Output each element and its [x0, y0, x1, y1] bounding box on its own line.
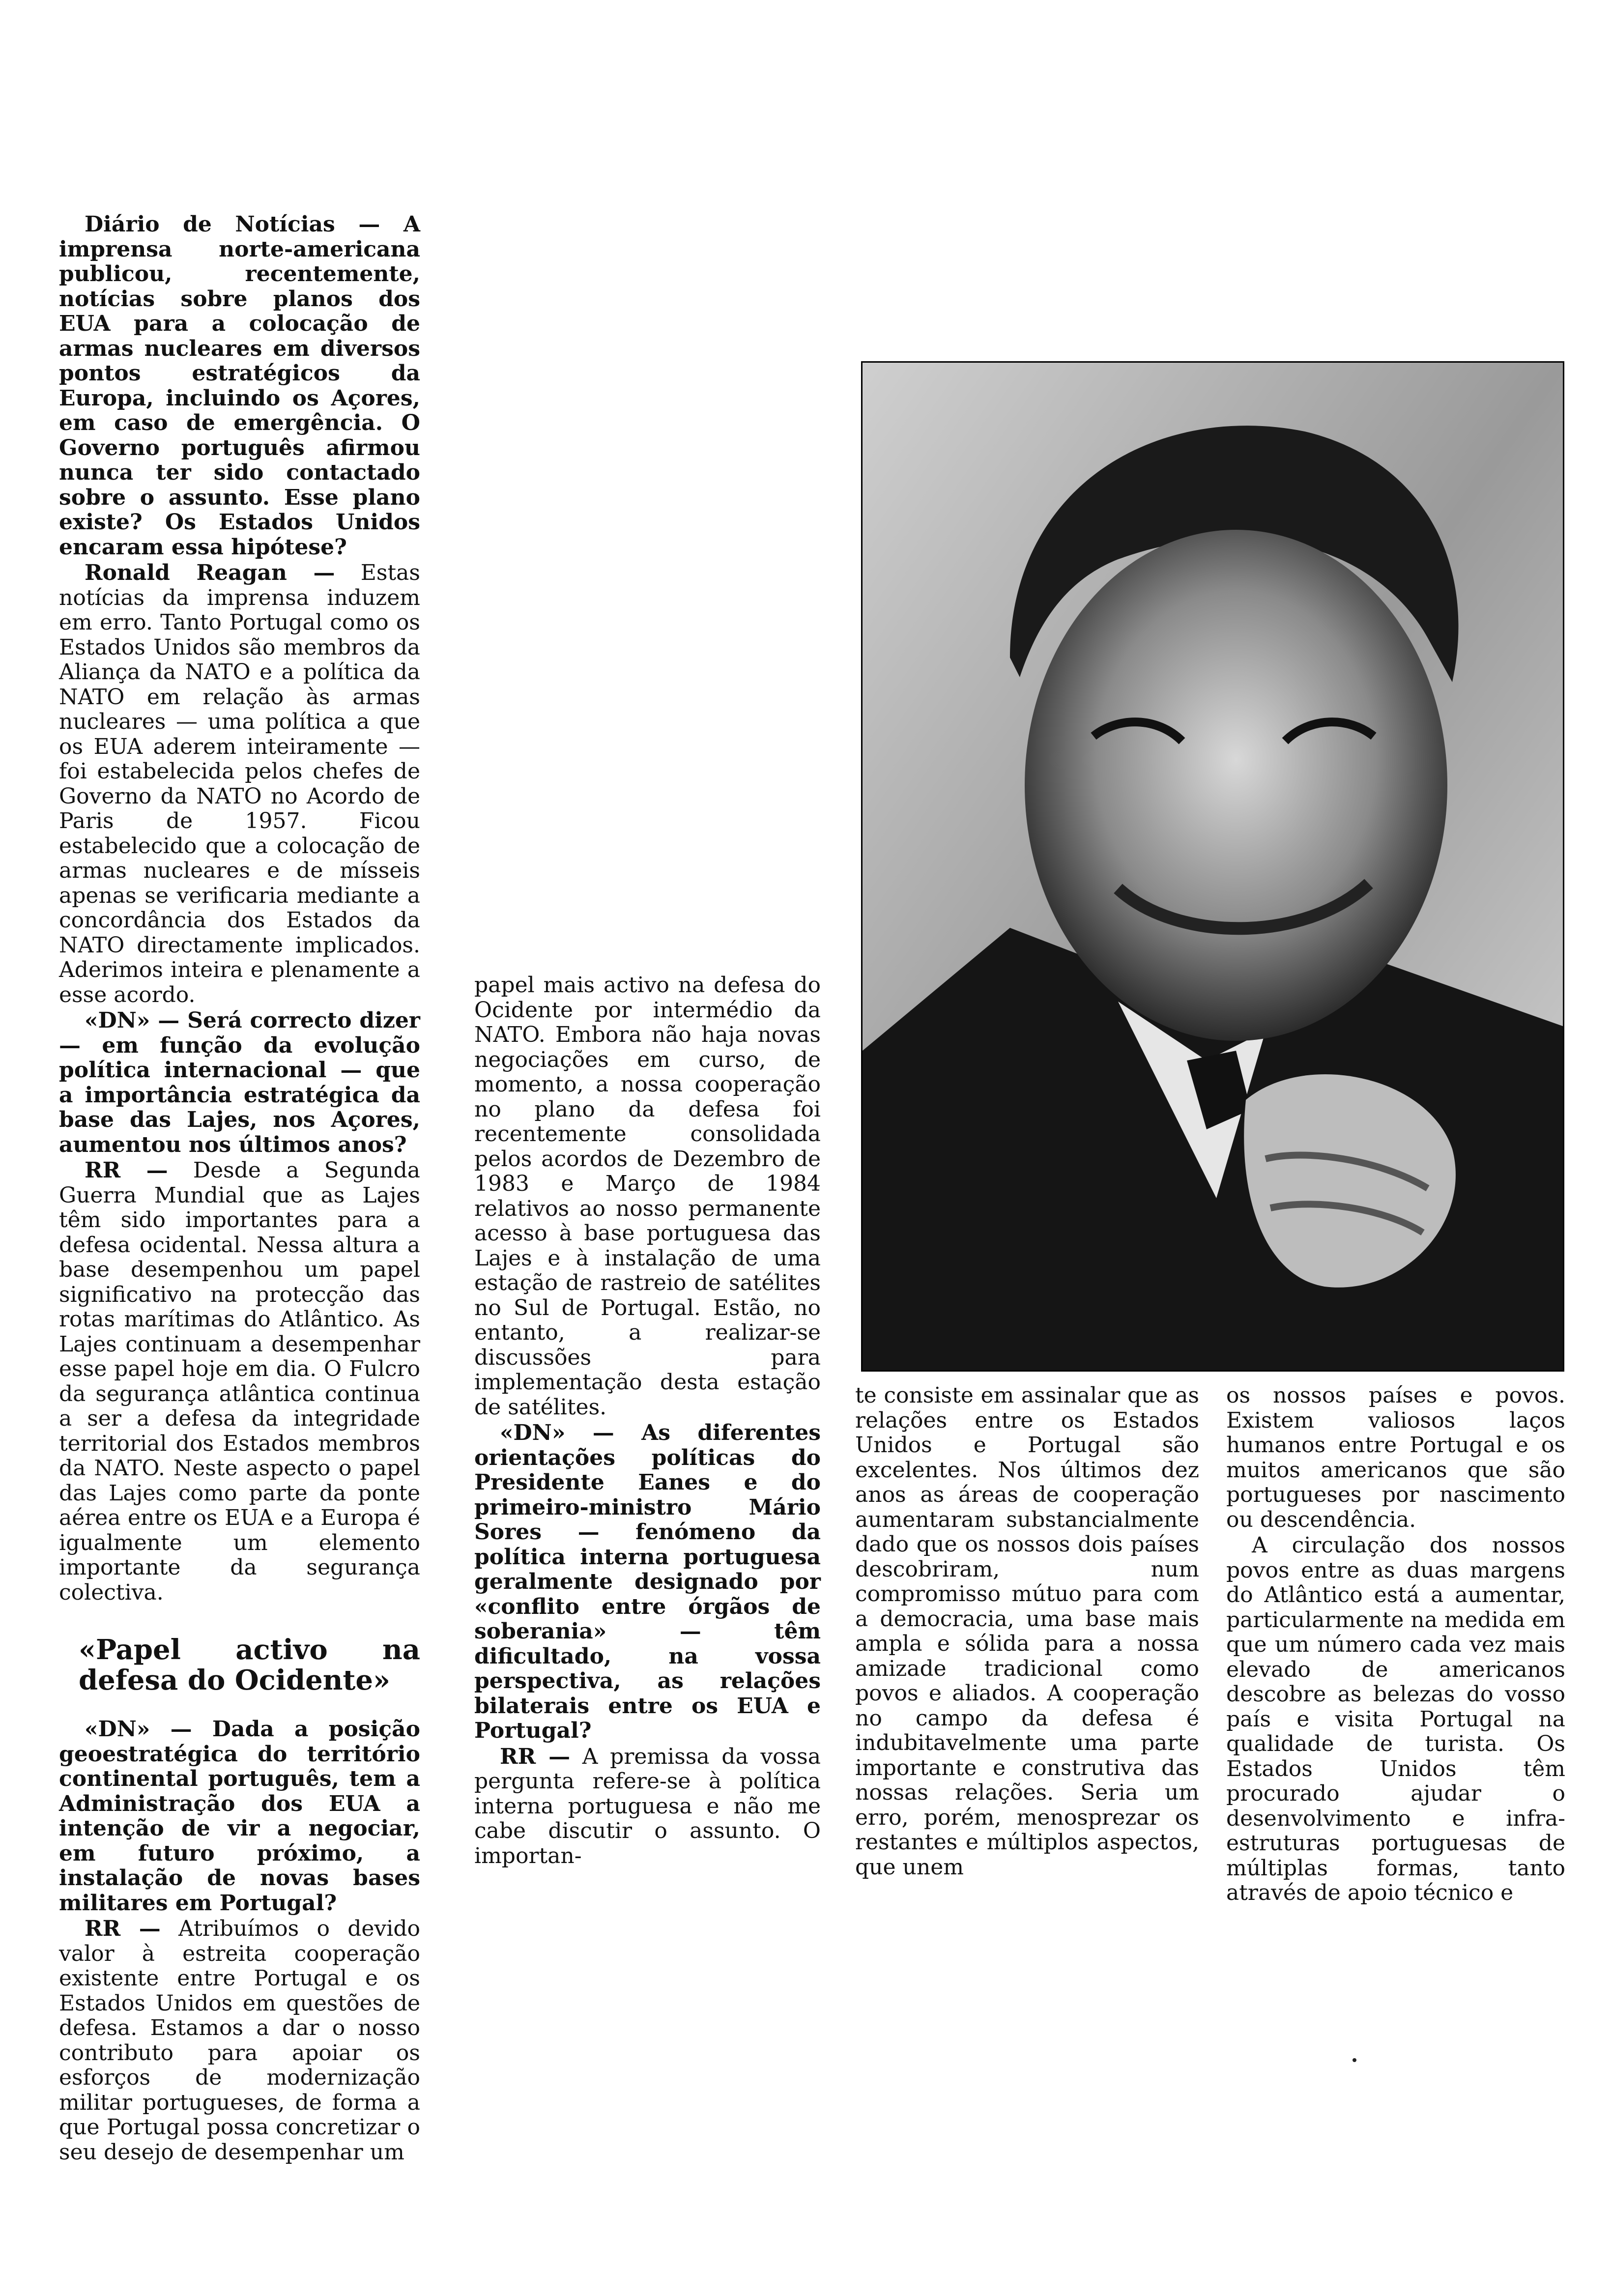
answer-3-text: Atribuímos o devido valor à estreita cooperação existente entre Portugal e os Estados Unidos em questões de defesa. Estamos a dar o nosso contributo para apoiar os esforços de modernização militar portugueses, de forma a que Portugal possa concretizar o seu desejo de desempenhar um: [59, 1916, 420, 2165]
article-column-3: [855, 1383, 1199, 1881]
answer-2-speaker: RR —: [85, 1158, 168, 1183]
question-2: «DN» — Será correcto dizer — em função da evolução política internacional — que a importância estratégica da base das Lajes, nos Açores, aumentou nos últimos anos?: [59, 1008, 420, 1157]
section-heading: «Papel activo na defesa do Ocidente»: [79, 1634, 420, 1696]
answer-4-continued-2: os nossos países e povos. Existem valiosos laços humanos entre Portugal e os muitos americanos que são portugueses por nascimento ou descendência.: [1226, 1383, 1565, 1532]
question-1: Diário de Notícias — A imprensa norte-americana publicou, recentemente, notícias sobre planos dos EUA para a colocação de armas nucleares em diversos pontos estratégicos da Europa, incluindo os Açores, em caso de emergência. O Governo português afirmou nunca ter sido contactado sobre o assunto. Esse plano existe? Os Estados Unidos encaram essa hipótese?: [59, 212, 420, 560]
answer-1-text: Estas notícias da imprensa induzem em erro. Tanto Portugal como os Estados Unidos são membros da Aliança da NATO e a política da NATO em relação às armas nucleares — uma política a que os EUA aderem inteiramente — foi estabelecida pelos chefes de Governo da NATO no Acordo de Paris de 1957. Ficou estabelecido que a colocação de armas nucleares e de mísseis apenas se verificaria mediante a concordância dos Estados da NATO directamente implicados. Aderimos inteira e plenamente a esse acordo.: [59, 560, 420, 1007]
article-column-2: [474, 973, 821, 1869]
portrait-photo: [861, 361, 1564, 1372]
answer-4-continued: te consiste em assinalar que as relações entre os Estados Unidos e Portugal são excelentes. Nos últimos dez anos as áreas de cooperação aumentaram substancialmente dado que os nossos dois países descobriram, num compromisso mútuo para com a democracia, uma base mais ampla e sólida para a nossa amizade tradicional como povos e aliados. A cooperação no campo da defesa é indubitavelmente uma parte importante e construtiva das nossas relações. Seria um erro, porém, menosprezar os restantes e múltiplos aspectos, que unem: [855, 1383, 1199, 1880]
answer-4-continued-3: A circulação dos nossos povos entre as duas margens do Atlântico está a aumentar, particularmente na medida em que um número cada vez mais elevado de americanos descobre as belezas do vosso país e visita Portugal na qualidade de turista. Os Estados Unidos têm procurado ajudar o desenvolvimento e infra-estruturas portuguesas de múltiplas formas, tanto através de apoio técnico e: [1226, 1533, 1566, 1905]
answer-4-text: A premissa da vossa pergunta refere-se à política interna portuguesa e não me cabe discutir o assunto. O importan-: [474, 1744, 821, 1868]
question-4: «DN» — As diferentes orientações políticas do Presidente Eanes e do primeiro-ministro Mário Sores — fenómeno da política interna portuguesa geralmente designado por «conflito entre órgãos de soberania» — têm dificultado, na vossa perspectiva, as relações bilaterais entre os EUA e Portugal?: [474, 1420, 821, 1743]
answer-3: [59, 1917, 420, 2165]
answer-2: [59, 1158, 420, 1605]
article-column-1: [59, 212, 420, 2166]
question-3: «DN» — Dada a posição geoestratégica do território continental português, tem a Administração dos EUA a intenção de vir a negociar, em futuro próximo, a instalação de novas bases militares em Portugal?: [59, 1717, 420, 1916]
answer-3-speaker: RR —: [85, 1916, 161, 1941]
article-column-4: [1226, 1383, 1565, 1907]
answer-1: [59, 561, 420, 1007]
answer-3-continued: papel mais activo na defesa do Ocidente por intermédio da NATO. Embora não haja novas negociações em curso, de momento, a nossa cooperação no plano da defesa foi recentemente consolidada pelos acordos de Dezembro de 1983 e Março de 1984 relativos ao nosso permanente acesso à base portuguesa das Lajes e à instalação de uma estação de rastreio de satélites no Sul de Portugal. Estão, no entanto, a realizar-se discussões para implementação desta estação de satélites.: [474, 973, 821, 1420]
answer-4-speaker: RR —: [500, 1744, 571, 1769]
answer-4: [474, 1745, 821, 1869]
portrait-illustration: [863, 363, 1563, 1370]
answer-2-text: Desde a Segunda Guerra Mundial que as Lajes têm sido importantes para a defesa ocidental. Nessa altura a base desempenhou um papel significativo na protecção das rotas marítimas do Atlântico. As Lajes continuam a desempenhar esse papel hoje em dia. O Fulcro da segurança atlântica continua a ser a defesa da integridade territorial dos Estados membros da NATO. Neste aspecto o papel das Lajes como parte da ponte aérea entre os EUA e a Europa é igualmente um elemento importante da segurança colectiva.: [59, 1158, 420, 1605]
answer-1-speaker: Ronald Reagan —: [85, 560, 335, 585]
scan-speck: [1353, 2058, 1356, 2062]
